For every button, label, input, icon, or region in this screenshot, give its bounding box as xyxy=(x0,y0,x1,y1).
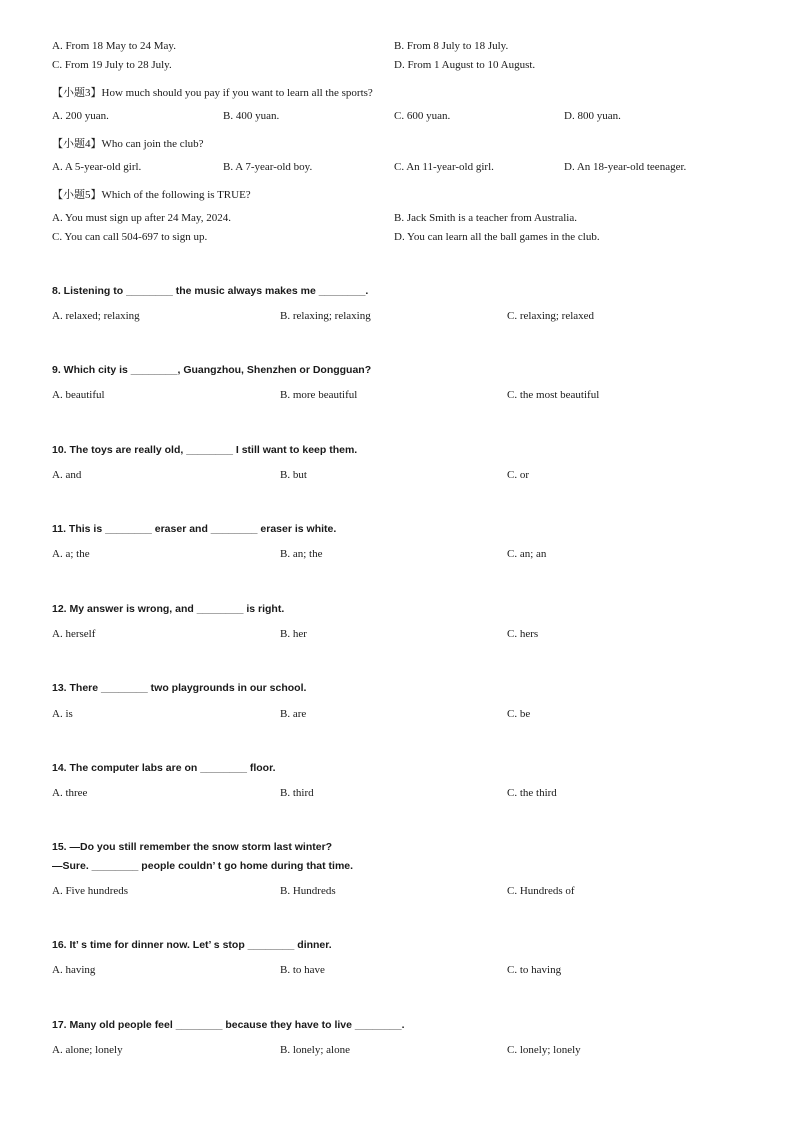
q9-option-c: C. the most beautiful xyxy=(507,389,600,401)
q8-option-b: B. relaxing; relaxing xyxy=(280,310,371,322)
q14-option-b: B. third xyxy=(280,787,314,799)
q12-option-a: A. herself xyxy=(52,628,96,640)
q5-option-b: B. Jack Smith is a teacher from Australia. xyxy=(394,212,577,224)
q4-stem: 【小题4】Who can join the club? xyxy=(52,138,204,150)
q17-option-b: B. lonely; alone xyxy=(280,1044,350,1056)
q13-stem: 13. There ________ two playgrounds in our school. xyxy=(52,682,307,694)
q15-option-b: B. Hundreds xyxy=(280,885,336,897)
q12-option-b: B. her xyxy=(280,628,307,640)
q11-stem: 11. This is ________ eraser and ________ eraser is white. xyxy=(52,523,337,535)
q4-option-c: C. An 11-year-old girl. xyxy=(394,161,494,173)
q17-option-c: C. lonely; lonely xyxy=(507,1044,581,1056)
q11-option-a: A. a; the xyxy=(52,548,90,560)
q14-stem: 14. The computer labs are on ________ floor. xyxy=(52,762,276,774)
q12-option-c: C. hers xyxy=(507,628,539,640)
q16-option-c: C. to having xyxy=(507,964,562,976)
q8-option-c: C. relaxing; relaxed xyxy=(507,310,595,322)
q9-option-a: A. beautiful xyxy=(52,389,105,401)
q12-stem: 12. My answer is wrong, and ________ is right. xyxy=(52,603,285,615)
q4-option-b: B. A 7-year-old boy. xyxy=(223,161,313,173)
q10-stem: 10. The toys are really old, ________ I still want to keep them. xyxy=(52,444,358,456)
q10-option-a: A. and xyxy=(52,469,82,481)
q5-option-a: A. You must sign up after 24 May, 2024. xyxy=(52,212,231,224)
q14-option-c: C. the third xyxy=(507,787,557,799)
q13-option-a: A. is xyxy=(52,708,73,720)
q15-stem: 15. —Do you still remember the snow storm last winter? xyxy=(52,841,333,853)
q15-stem-reply: —Sure. ________ people couldn’ t go home during that time. xyxy=(52,860,354,872)
q3-option-a: A. 200 yuan. xyxy=(52,110,109,122)
q16-option-b: B. to have xyxy=(280,964,325,976)
q17-option-a: A. alone; lonely xyxy=(52,1044,123,1056)
q3-option-d: D. 800 yuan. xyxy=(564,110,621,122)
q11-option-b: B. an; the xyxy=(280,548,323,560)
q16-stem: 16. It’ s time for dinner now. Let’ s stop ________ dinner. xyxy=(52,939,332,951)
q2-option-a: A. From 18 May to 24 May. xyxy=(52,40,176,52)
q4-option-d: D. An 18-year-old teenager. xyxy=(564,161,687,173)
q16-option-a: A. having xyxy=(52,964,96,976)
q14-option-a: A. three xyxy=(52,787,88,799)
q5-option-c: C. You can call 504-697 to sign up. xyxy=(52,231,208,243)
q8-stem: 8. Listening to ________ the music always makes me ________. xyxy=(52,285,369,297)
q4-option-a: A. A 5-year-old girl. xyxy=(52,161,142,173)
q3-stem: 【小题3】How much should you pay if you want to learn all the sports? xyxy=(52,87,373,99)
q9-option-b: B. more beautiful xyxy=(280,389,358,401)
q2-option-d: D. From 1 August to 10 August. xyxy=(394,59,536,71)
q15-option-c: C. Hundreds of xyxy=(507,885,575,897)
q3-option-c: C. 600 yuan. xyxy=(394,110,451,122)
q8-option-a: A. relaxed; relaxing xyxy=(52,310,140,322)
q9-stem: 9. Which city is ________, Guangzhou, Shenzhen or Dongguan? xyxy=(52,364,372,376)
q2-option-c: C. From 19 July to 28 July. xyxy=(52,59,172,71)
q17-stem: 17. Many old people feel ________ because they have to live ________. xyxy=(52,1019,405,1031)
q5-option-d: D. You can learn all the ball games in the club. xyxy=(394,231,600,243)
q2-option-b: B. From 8 July to 18 July. xyxy=(394,40,509,52)
q11-option-c: C. an; an xyxy=(507,548,547,560)
q10-option-b: B. but xyxy=(280,469,307,481)
q5-stem: 【小题5】Which of the following is TRUE? xyxy=(52,189,251,201)
q10-option-c: C. or xyxy=(507,469,529,481)
q3-option-b: B. 400 yuan. xyxy=(223,110,280,122)
q13-option-c: C. be xyxy=(507,708,531,720)
q15-option-a: A. Five hundreds xyxy=(52,885,129,897)
q13-option-b: B. are xyxy=(280,708,307,720)
